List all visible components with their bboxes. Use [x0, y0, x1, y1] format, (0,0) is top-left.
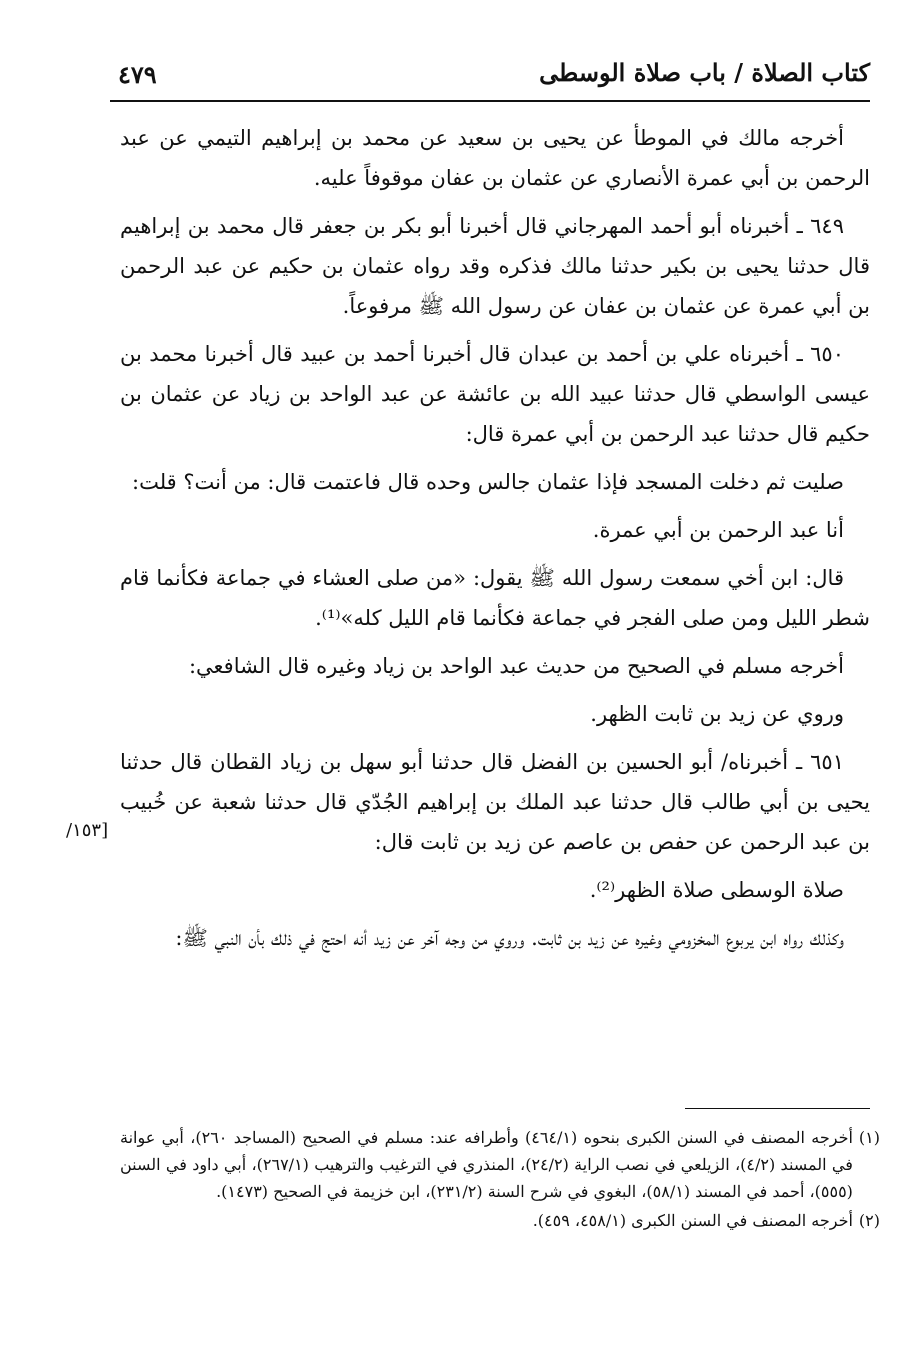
footnote-text: أخرجه المصنف في السنن الكبرى بنحوه (٤٦٤/١) وأطرافه عند: مسلم في الصحيح (المساجد ٢٦٠)، أبي عوانة في المسند (٤/٢)، الزيلعي في نصب الراية (٢٤/٢)، المنذري في الترغيب والترهيب (٢٦٧/١)، أبي داود في السنن (٥٥٥)، أحمد في المسند (٥٨/١)، البغوي في شرح السنة (٢٣١/٢)، ابن خزيمة في الصحيح (١٤٧٣). — [120, 1128, 853, 1201]
footnote — [120, 1124, 880, 1205]
manuscript-folio-marker: [١٥٣/ — [66, 820, 109, 841]
paragraph: أخرجه مالك في الموطأ عن يحيى بن سعيد عن محمد بن إبراهيم التيمي عن عبد الرحمن بن أبي عمرة الأنصاري عن عثمان بن عفان موقوفاً عليه. — [120, 126, 870, 190]
running-title: كتاب الصلاة / باب صلاة الوسطى — [539, 58, 870, 87]
paragraph: صليت ثم دخلت المسجد فإذا عثمان جالس وحده قال فاعتمت قال: من أنت؟ قلت: — [132, 470, 844, 494]
main-text — [120, 118, 870, 966]
footnote-number: (١) — [858, 1128, 880, 1147]
page-header — [110, 52, 870, 102]
footnote-divider — [685, 1108, 870, 1109]
footnote — [120, 1207, 880, 1234]
paragraph: صلاة الوسطى صلاة الظهر⁽²⁾. — [589, 878, 844, 902]
hadith-649: ٦٤٩ ـ أخبرناه أبو أحمد المهرجاني قال أخبرنا أبو بكر بن جعفر قال محمد بن إبراهيم قال حدثنا يحيى بن بكير حدثنا مالك فذكره وقد رواه عثمان بن حكيم عن عبد الرحمن بن أبي عمرة عن عثمان بن عفان عن رسول الله ﷺ مرفوعاً. — [120, 214, 870, 318]
footnotes — [120, 1124, 880, 1236]
paragraph: وروي عن زيد بن ثابت الظهر. — [590, 702, 844, 726]
footnote-number: (٢) — [858, 1211, 880, 1230]
page-number: ٤٧٩ — [118, 60, 157, 89]
footnote-text: أخرجه المصنف في السنن الكبرى (٤٥٨/١، ٤٥٩). — [532, 1211, 853, 1230]
hadith-650: ٦٥٠ ـ أخبرناه علي بن أحمد بن عبدان قال أخبرنا أحمد بن عبيد قال أخبرنا محمد بن عيسى الواسطي قال حدثنا عبيد الله بن عائشة عن عبد الواحد بن زياد عن عثمان بن حكيم قال حدثنا عبد الرحمن بن أبي عمرة قال: — [120, 342, 870, 446]
paragraph: أخرجه مسلم في الصحيح من حديث عبد الواحد بن زياد وغيره قال الشافعي: — [188, 654, 844, 678]
hadith-651: ٦٥١ ـ أخبرناه/ أبو الحسين بن الفضل قال حدثنا أبو سهل بن زياد القطان قال حدثنا يحيى بن أبي طالب قال حدثنا عبد الملك بن إبراهيم الجُدّي قال حدثنا شعبة عن خُبيب بن عبد الرحمن عن حفص بن عاصم عن زيد بن ثابت قال: — [120, 750, 870, 854]
paragraph: وكذلك رواه ابن يربوع المخزومي وغيره عن زيد بن ثابت. وروي من وجه آخر عن زيد أنه احتج في ذلك بأن النبي ﷺ: — [175, 926, 844, 950]
paragraph: قال: ابن أخي سمعت رسول الله ﷺ يقول: «من صلى العشاء في جماعة فكأنما قام شطر الليل ومن صلى الفجر في جماعة فكأنما قام الليل كله»⁽¹⁾. — [120, 566, 870, 630]
paragraph: أنا عبد الرحمن بن أبي عمرة. — [592, 518, 844, 542]
